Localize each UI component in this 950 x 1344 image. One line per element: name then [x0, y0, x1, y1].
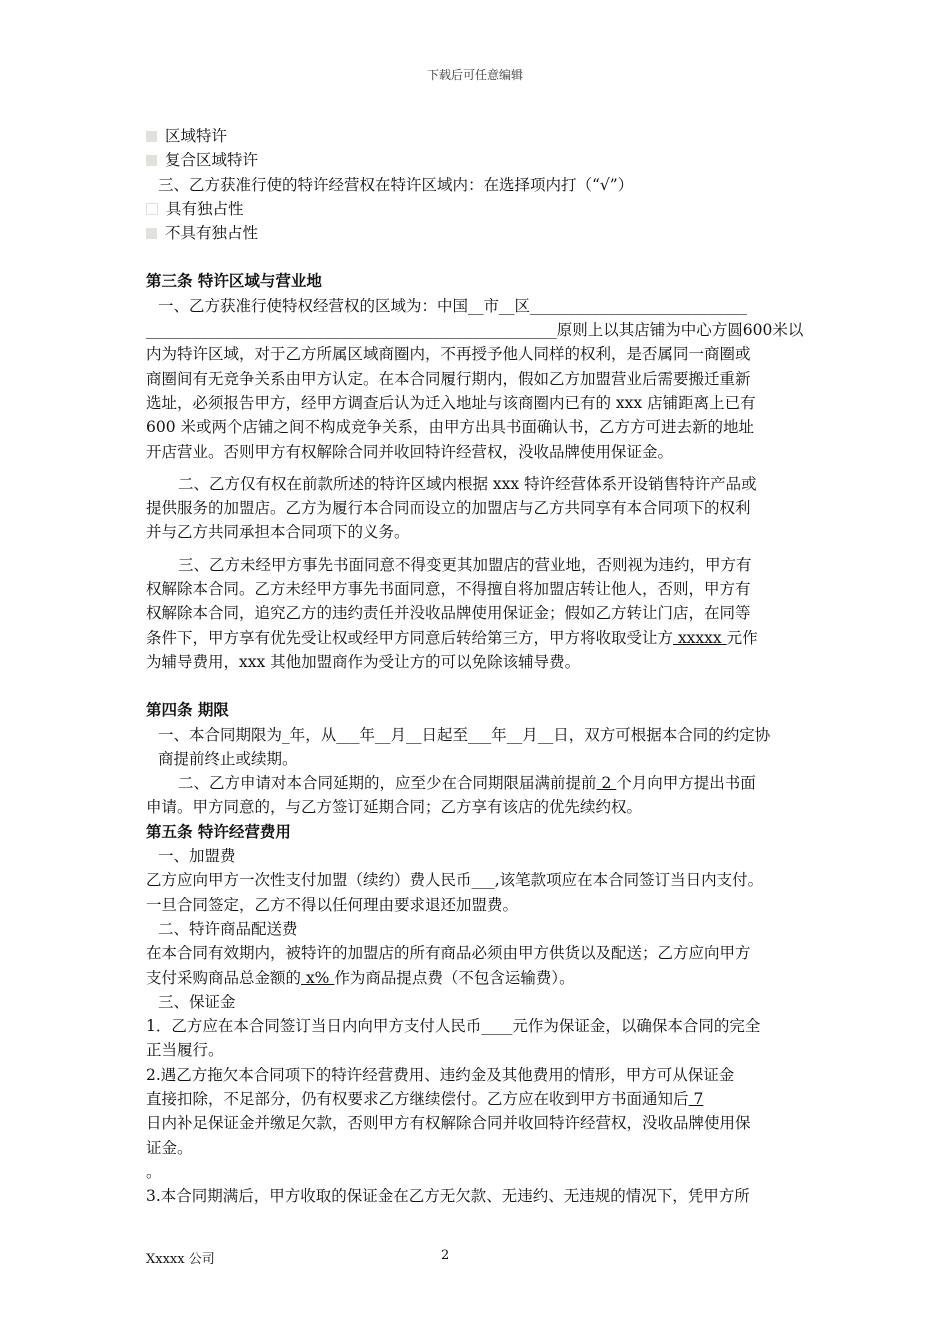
days-blank: 7 [688, 1089, 704, 1108]
document-body [146, 124, 810, 1208]
text-line: 日内补足保证金并缴足欠款，否则甲方有权解除合同并收回特许经营权，没收品牌使用保 [146, 1114, 751, 1133]
percent-blank: x% [301, 968, 335, 987]
text-line: 乙方应向甲方一次性支付加盟（续约）费人民币___,该笔款项应在本合同签订当日内支付。 [146, 871, 764, 890]
text-line: 商提前终止或续期。 [158, 749, 298, 768]
text-line: 条件下，甲方享有优先受让权或经甲方同意后转给第三方，甲方将收取受让方 xxxxx 元作 [146, 628, 758, 647]
text-line: 证金。 [146, 1138, 193, 1157]
text-line: 一旦合同签定，乙方不得以任何理由要求退还加盟费。 [146, 895, 519, 914]
text-line: 权解除本合同，追究乙方的违约责任并没收品牌使用保证金；假如乙方转让门店，在同等 [146, 604, 751, 623]
text-line: 一、本合同期限为_年，从___年__月__日起至___年__月__日，双方可根据本合同的约定协 [158, 725, 771, 744]
transfer-fee-blank: xxxxx [673, 628, 727, 647]
article-5-title: 第五条 特许经营费用 [146, 821, 291, 841]
text-line: 申请。甲方同意的，与乙方签订延期合同；乙方享有该店的优先续约权。 [146, 798, 643, 817]
text-line: _____________________________________________________原则上以其店铺为中心方圆600米以 [146, 321, 804, 340]
text-line: 3.本合同期满后，甲方收取的保证金在乙方无欠款、无违约、无违规的情况下，凭甲方所 [146, 1187, 750, 1206]
text-line: 在本合同有效期内，被特许的加盟店的所有商品必须由甲方供货以及配送；乙方应向甲方 [146, 944, 751, 963]
text-line: 选址，必须报告甲方，经甲方调查后认为迁入地址与该商圈内已有的 xxx 店铺距离上已有 [146, 393, 756, 412]
option-composite-regional: 复合区域特许 [146, 148, 810, 172]
text-line: 2.遇乙方拖欠本合同项下的特许经营费用、违约金及其他费用的情形，甲方可从保证金 [146, 1065, 735, 1084]
text-line: 二、乙方申请对本合同延期的，应至少在合同期限届满前提前 2 个月向甲方提出书面 [178, 774, 756, 793]
text-line: 。 [146, 1162, 162, 1181]
checkbox-icon [146, 228, 157, 239]
text-line: 600 米或两个店铺之间不构成竞争关系，由甲方出具书面确认书，乙方方可进去新的地址 [146, 418, 755, 437]
text-line: 1．乙方应在本合同签订当日内向甲方支付人民币____元作为保证金，以确保本合同的完全 [146, 1017, 761, 1036]
text-line: 直接扣除，不足部分，仍有权要求乙方继续偿付。乙方应在收到甲方书面通知后 7 [146, 1089, 704, 1108]
text-line: 商圈间有无竞争关系由甲方认定。在本合同履行期内，假如乙方加盟营业后需要搬迁重新 [146, 369, 751, 388]
section-heading: 三、保证金 [158, 992, 236, 1011]
clause-exclusivity: 三、乙方获准行使的特许经营权在特许区域内：在选择项内打（“√”） [158, 175, 634, 194]
page-header: 下载后可任意编辑 [426, 68, 523, 82]
section-heading: 一、加盟费 [158, 847, 236, 866]
text-line: 为辅导费用，xxx 其他加盟商作为受让方的可以免除该辅导费。 [146, 652, 581, 671]
text-line: 内为特许区域，对于乙方所属区域商圈内，不再授予他人同样的权利，是否属同一商圈或 [146, 345, 751, 364]
text-line: 开店营业。否则甲方有权解除合同并收回特许经营权，没收品牌使用保证金。 [146, 442, 674, 461]
article-3-title: 第三条 特许区域与营业地 [146, 271, 322, 291]
option-non-exclusive: 不具有独占性 [146, 221, 810, 245]
text-line: 正当履行。 [146, 1041, 224, 1060]
section-heading: 二、特许商品配送费 [158, 919, 298, 938]
text-line: 一、乙方获准行使特权经营权的区域为：中国__市__区____________________________ [158, 296, 748, 315]
text-line: 权解除本合同。乙方未经甲方事先书面同意，不得擅自将加盟店转让他人，否则，甲方有 [146, 580, 751, 599]
text-line: 二、乙方仅有权在前款所述的特许区域内根据 xxx 特许经营体系开设销售特许产品或 [178, 474, 757, 493]
option-regional: 区域特许 [146, 124, 810, 148]
checkbox-icon [146, 203, 158, 215]
footer-company: Xxxxx 公司 [146, 1252, 215, 1267]
text-line: 三、乙方未经甲方事先书面同意不得变更其加盟店的营业地，否则视为违约，甲方有 [178, 555, 752, 574]
page-number: 2 [441, 1248, 450, 1263]
checkbox-icon [146, 131, 157, 142]
option-exclusive: 具有独占性 [146, 197, 810, 221]
months-blank: 2 [596, 774, 617, 793]
checkbox-icon [146, 155, 157, 166]
text-line: 提供服务的加盟店。乙方为履行本合同而设立的加盟店与乙方共同享有本合同项下的权利 [146, 499, 751, 518]
text-line: 并与乙方共同承担本合同项下的义务。 [146, 523, 410, 542]
text-line: 支付采购商品总金额的 x% 作为商品提点费（不包含运输费）。 [146, 968, 575, 987]
article-4-title: 第四条 期限 [146, 700, 229, 720]
